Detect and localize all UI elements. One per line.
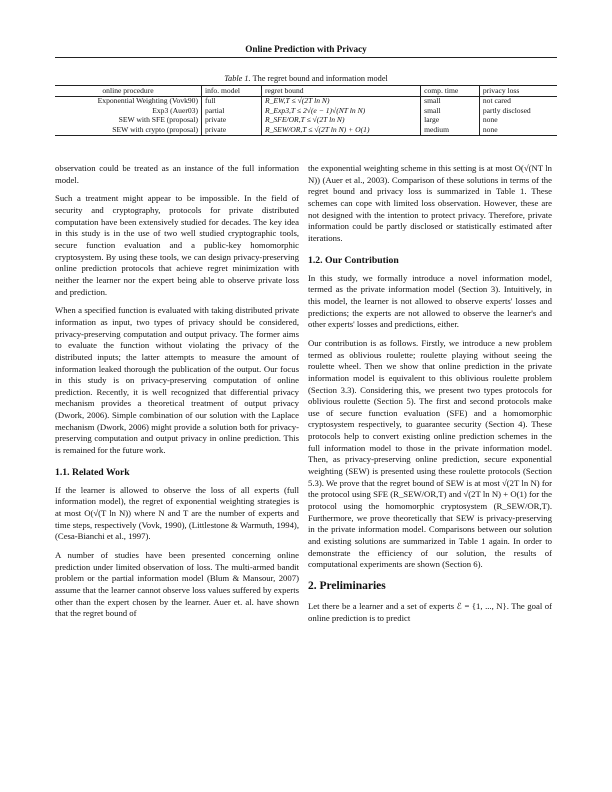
table-cell: full bbox=[202, 96, 262, 106]
table-cell: partial bbox=[202, 106, 262, 116]
paragraph: Our contribution is as follows. Firstly, we introduce a new problem termed as oblivious roulette; roulette playing without seeing the roulette wheel. Then we show that online prediction in the private information model is equivalent to this oblivious roulette problem (Section 3.3). Considering this, we present two types protocols for oblivious roulette (Section 5). The first and second protocols make use of secure function evaluation (SFE) and a homomorphic cryptosystem respectively, to guarantee security (Section 4). These protocols help to convert existing online prediction schemes in the full information model to those in the private information model. Then, as privacy-preserving online prediction, secure exponential weighting (SEW) is presented using these roulette protocols (Section 5.3). We prove that the regret bound of SEW is at most √(2T ln N) for the protocol using SFE (R_SEW/OR,T) and √(2T ln N) + O(1) for the protocol using the homomorphic cryptosystem (R_SEW/OR,T). Furthermore, we prove theoretically that SEW is privacy-preserving in the private information model. Comparisons between our solution and existing solutions are summarized in Table 1 again. In order to demonstrate the efficiency of our solution, the results of computational experiments are shown (Section 6). bbox=[308, 337, 552, 570]
table-caption bbox=[0, 74, 612, 83]
table-cell: private bbox=[202, 116, 262, 126]
table-row bbox=[55, 96, 557, 106]
table-header-cell: privacy loss bbox=[479, 86, 557, 97]
paragraph: the exponential weighting scheme in this setting is at most O(√(NT ln N)) (Auer et al., 2003). Comparison of these solutions in terms of the regret bound and privacy loss is summarized in Table 1. These schemes can cope with limited loss observation. However, these are not designed with the intention to protect privacy. Therefore, private information could be partly disclosed or statistically estimated after iterations. bbox=[308, 163, 552, 243]
paragraph: Let there be a learner and a set of experts ℰ = {1, ..., N}. The goal of online prediction is to predict bbox=[308, 601, 552, 624]
table-header-row bbox=[55, 86, 557, 97]
table-cell: none bbox=[482, 115, 498, 125]
table-header-cell: online procedure bbox=[55, 86, 202, 97]
table-cell: R_EW,T ≤ √(2T ln N) bbox=[261, 96, 420, 106]
right-column bbox=[308, 163, 552, 632]
table-row bbox=[55, 125, 557, 135]
left-column bbox=[55, 163, 299, 627]
regret-bound-table bbox=[55, 85, 557, 136]
table-cell: SEW with SFE (proposal) bbox=[55, 116, 202, 126]
paragraph: Such a treatment might appear to be impossible. In the field of security and cryptography, protocols for private distributed computation have been extensively studied for decades. The key idea in this study is in the use of two well studied cryptographic tools, secure function evaluation and a public-key homomorphic cryptosystem. By using these tools, we can design privacy-preserving online prediction protocols that achieve regret minimization with neither the learner nor the expert being able to observe private loss and prediction. bbox=[55, 193, 299, 297]
table-header-cell: info. model bbox=[202, 86, 262, 97]
table-cell: none bbox=[479, 125, 557, 135]
header-rule bbox=[55, 57, 557, 58]
table-cell: not cared bbox=[482, 96, 511, 106]
table-caption-label: Table 1. bbox=[224, 74, 251, 83]
table-cell: R_SFE/OR,T ≤ √(2T ln N) bbox=[261, 116, 420, 126]
table-cell: R_Exp3,T ≤ 2√(e − 1)√(NT ln N) bbox=[261, 106, 420, 116]
table-cell: R_SEW/OR,T ≤ √(2T ln N) + O(1) bbox=[261, 125, 420, 135]
table-cell: Exponential Weighting (Vovk90) bbox=[55, 96, 202, 106]
table-cell: private bbox=[202, 125, 262, 135]
table-cell: SEW with crypto (proposal) bbox=[55, 125, 202, 135]
table-row bbox=[55, 116, 557, 126]
paragraph: If the learner is allowed to observe the loss of all experts (full information model), the regret of exponential weighting strategies is at most O(√(T ln N)) where N and T are the number of experts and time steps, respectively (Vovk, 1990), (Littlestone & Warmuth, 1994), (Cesa-Bianchi et al., 1997). bbox=[55, 484, 299, 542]
table-cell: partly disclosed bbox=[482, 105, 531, 115]
paragraph: When a specified function is evaluated with taking distributed private information as input, two types of privacy should be considered, privacy-preserving computation and output privacy. The former aims to evaluate the function without violating the privacy of the distributed inputs; the latter attempts to measure the amount of information leaked thorough the publication of the output. Our focus in this study is on privacy-preserving computation of online prediction. Recently, it is well recognized that differential privacy mechanism provides a theoretical treatment of output privacy (Dwork, 2006). Simple combination of our solution with the Laplace mechanism (Dwork, 2006) might provide a solution both for privacy-preserving computation and output privacy in online prediction. This is remained for the future work. bbox=[55, 305, 299, 456]
table-header-cell: comp. time bbox=[421, 86, 480, 97]
paragraph: A number of studies have been presented concerning online prediction under limited observation of loss. The multi-armed bandit problem or the partial information model (Blum & Mansour, 2007) assume that the learner cannot observe loss values suffered by experts other than the expert chosen by the learner. Auer et. al. have shown that the regret bound of bbox=[55, 550, 299, 619]
table-caption-text: The regret bound and information model bbox=[252, 74, 388, 83]
table-cell: small bbox=[421, 106, 480, 116]
table-cell: large bbox=[421, 116, 480, 126]
paragraph: observation could be treated as an instance of the full information model. bbox=[55, 163, 299, 185]
table-cell: Exp3 (Auer03) bbox=[55, 106, 202, 116]
paragraph: In this study, we formally introduce a novel information model, termed as the private information model (Section 3). Intuitively, in this model, the learner is not allowed to observe experts' losses and predictions; the experts are not allowed to observe the learner's and other experts' losses and predictions, either. bbox=[308, 272, 552, 330]
table-cell: medium bbox=[421, 125, 480, 135]
table-header-cell: regret bound bbox=[261, 86, 420, 97]
section-heading-related-work: 1.1. Related Work bbox=[55, 466, 130, 478]
running-head: Online Prediction with Privacy bbox=[245, 44, 367, 54]
table-cell: small bbox=[421, 96, 480, 106]
section-heading-preliminaries: 2. Preliminaries bbox=[308, 580, 386, 592]
section-heading-our-contribution: 1.2. Our Contribution bbox=[308, 254, 399, 266]
